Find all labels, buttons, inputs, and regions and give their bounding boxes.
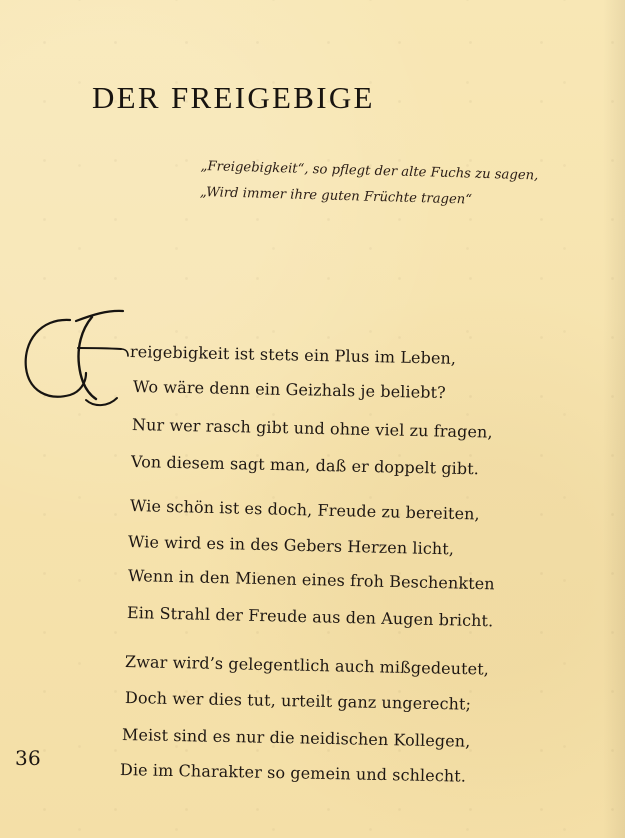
stanza-2-line-3: Wenn in den Mienen eines froh Beschenkten (127, 566, 495, 594)
stanza-2-line-4: Ein Strahl der Freude aus den Augen bricht. (126, 603, 494, 631)
epigraph (200, 154, 539, 215)
stanza-3-line-4: Die im Charakter so gemein und schlecht. (119, 760, 467, 786)
stanza-1-line-4: Von diesem sagt man, daß er doppelt gibt. (130, 452, 480, 479)
stanza-1-line-2: Wo wäre denn ein Geizhals je beliebt? (132, 377, 446, 403)
stanza-1-line-1: reigebigkeit ist stets ein Plus im Leben, (129, 342, 457, 368)
decorative-initial-f-graphic (20, 300, 131, 410)
epigraph-line-2: „Wird immer ihre guten Früchte tragen“ (199, 184, 473, 208)
epigraph-line-1: „Freigebigkeit“, so pflegt der alte Fuchs zu sagen, (200, 158, 539, 184)
stanza-3-line-1: Zwar wird’s gelegentlich auch mißgedeutet, (124, 652, 490, 679)
stanza-2-line-1: Wie schön ist es doch, Freude zu bereiten, (129, 496, 480, 524)
decorative-initial-f (20, 300, 131, 410)
stanza-3-line-2: Doch wer dies tut, urteilt ganz ungerecht; (124, 688, 472, 714)
poem-title: DER FREIGEBIGE (92, 80, 375, 115)
page-number: 36 (15, 746, 42, 770)
stanza-3-line-3: Meist sind es nur die neidischen Kollegen, (121, 725, 471, 751)
stanza-1-line-3: Nur wer rasch gibt und ohne viel zu fragen, (131, 415, 493, 442)
stanza-2-line-2: Wie wird es in des Gebers Herzen licht, (127, 532, 455, 559)
